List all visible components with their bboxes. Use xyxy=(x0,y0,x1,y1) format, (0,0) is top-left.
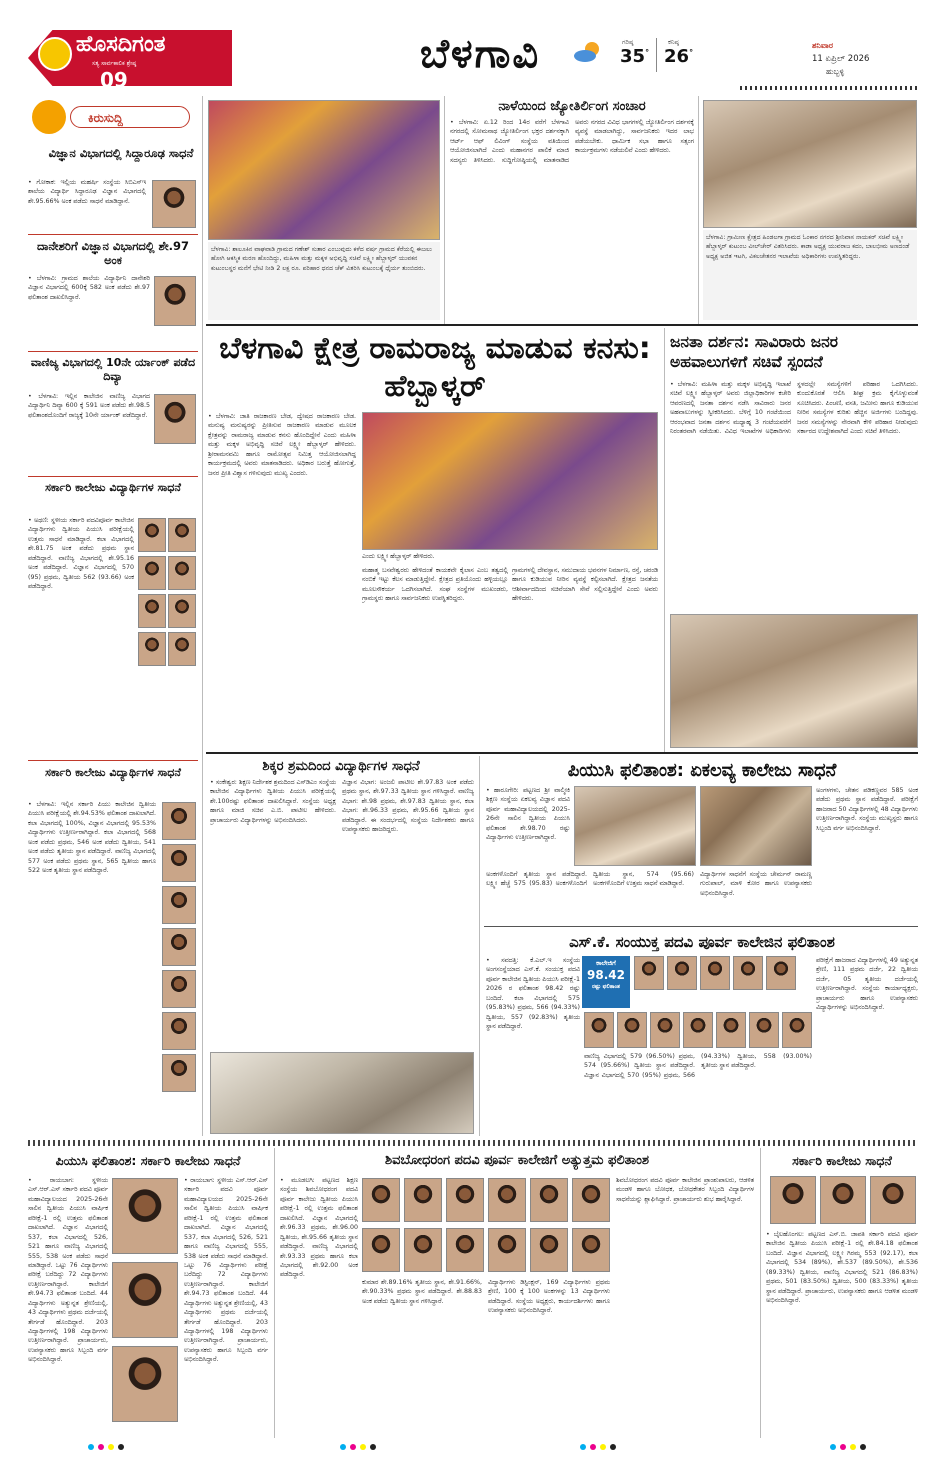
bottom1-body: • ರಾಯಬಾಗ: ಸ್ಥಳೀಯ ಎಸ್.ಆರ್.ಎಸ್ ಸರ್ಕಾರಿ ಪದವಿ ಪೂರ್ವ ಮಹಾವಿದ್ಯಾಲಯದ 2025-26ನೇ ಸಾಲಿನ ದ್ವಿತೀಯ ಪಿಯುಸಿ ವಾರ್ಷಿಕ ಪರೀಕ್ಷೆ-1 ರಲ್ಲಿ ಉತ್ತಮ ಫಲಿತಾಂಶ ದಾಖಲಾಗಿದೆ. ವಿಜ್ಞಾನ ವಿಭಾಗದಲ್ಲಿ 537, ಕಲಾ ವಿಭಾಗದಲ್ಲಿ 526, 521 ಹಾಗೂ ವಾಣಿಜ್ಯ ವಿಭಾಗದಲ್ಲಿ 555, 538 ಅಂಕ ಪಡೆದು ಸಾಧನೆ ಮಾಡಿದ್ದಾರೆ. ಒಟ್ಟು 76 ವಿದ್ಯಾರ್ಥಿಗಳು ಪರೀಕ್ಷೆ ಬರೆದಿದ್ದು 72 ವಿದ್ಯಾರ್ಥಿಗಳು ಉತ್ತೀರ್ಣರಾಗಿದ್ದಾರೆ. ಕಾಲೇಜಿಗೆ ಶೇ.94.73 ಫಲಿತಾಂಶ ಬಂದಿದೆ. 44 ವಿದ್ಯಾರ್ಥಿಗಳು ಅತ್ಯುನ್ನತ ಶ್ರೇಣಿಯಲ್ಲಿ, 43 ವಿದ್ಯಾರ್ಥಿಗಳು ಪ್ರಥಮ ದರ್ಜೆಯಲ್ಲಿ ತೇರ್ಗಡೆ ಹೊಂದಿದ್ದಾರೆ. 203 ವಿದ್ಯಾರ್ಥಿಗಳಲ್ಲಿ 198 ವಿದ್ಯಾರ್ಥಿಗಳು ಉತ್ತೀರ್ಣರಾಗಿದ್ದಾರೆ. ಪ್ರಾಚಾರ್ಯರು, ಉಪನ್ಯಾಸಕರು ಹಾಗೂ ಸಿಬ್ಬಂದಿ ವರ್ಗ ಅಭಿನಂದಿಸಿದ್ದಾರೆ. xyxy=(28,1177,108,1364)
ekalavya-headline: ಪಿಯುಸಿ ಫಲಿತಾಂಶ: ಏಕಲವ್ಯ ಕಾಲೇಜು ಸಾಧನೆ xyxy=(567,760,837,781)
ekalavya-photo-right xyxy=(700,786,812,866)
left3-body: • ಬೆಳಗಾವಿ: ಇಲ್ಲಿನ ಕಾಲೇಜಿನ ವಾಣಿಜ್ಯ ವಿಭಾಗದ ವಿದ್ಯಾರ್ಥಿನಿ ದಿವ್ಯಾ 600 ಕ್ಕೆ 591 ಅಂಕ ಪಡೆದು ಶೇ.98.5 ಫಲಿತಾಂಶದೊಂದಿಗೆ ರಾಜ್ಯಕ್ಕೆ 10ನೇ ರ್ಯಾಂಕ್ ಪಡೆದಿದ್ದಾರೆ. xyxy=(28,393,150,419)
left1-body: • ಗೋಕಾಕ: ಇಲ್ಲಿಯ ಮಹರ್ಷಿ ಸಂಸ್ಥೆಯ ಸಿಬಿಎಸ್ಇ ಶಾಲೆಯ ವಿದ್ಯಾರ್ಥಿ ಸಿದ್ದಾರೂಢ ವಿಜ್ಞಾನ ವಿಭಾಗದಲ್ಲಿ ಶೇ.95.66% ಅಂಕ ಪಡೆದು ಸಾಧನೆ ಮಾಡಿದ್ದಾನೆ. xyxy=(28,179,146,205)
masthead xyxy=(0,0,945,92)
left1-title: ವಿಜ್ಞಾನ ವಿಭಾಗದಲ್ಲಿ ಸಿದ್ದಾರೂಢ ಸಾಧನೆ xyxy=(48,146,194,160)
student-photo xyxy=(162,970,196,1008)
shikkar-body1: • ಸಂಕೇಶ್ವರ: ಶಿಕ್ಷಣ ನಿರ್ದೇಶಕ ಶ್ರಮದಿಂದ ಎಸ್‌ಡಿಎಂ ಸಂಸ್ಥೆಯ ಕಾಲೇಜಿನ ವಿದ್ಯಾರ್ಥಿಗಳು ದ್ವಿತೀಯ ಪಿಯುಸಿ ಪರೀಕ್ಷೆಯಲ್ಲಿ ಶೇ.100ರಷ್ಟು ಫಲಿತಾಂಶ ದಾಖಲಿಸಿದ್ದಾರೆ. ಸಂಸ್ಥೆಯ ಅಧ್ಯಕ್ಷ ಹಾಗೂ ಮಾಜಿ ಸಚಿವ ಎ.ಬಿ. ಪಾಟೀಲ ಹೇಳಿದರು. ಪ್ರಾಚಾರ್ಯರು ವಿದ್ಯಾರ್ಥಿಗಳನ್ನು ಅಭಿನಂದಿಸಿದರು. xyxy=(210,779,336,824)
student-photo xyxy=(162,802,196,840)
student-photo xyxy=(162,928,196,966)
ekalavya-body3: ವಿದ್ಯಾರ್ಥಿಗಳ ಸಾಧನೆಗೆ ಸಂಸ್ಥೆಯ ಚೇರ್ಮನ್ ರಾಮಣ್ಣ ಗುರುಪಾಲ್, ಮಾಳಿ ಕೋರ ಹಾಗೂ ಉಪನ್ಯಾಸಕರು ಅಭಿನಂದಿಸಿದ್ದಾರೆ. xyxy=(700,871,812,897)
max-temp: 35° xyxy=(620,46,650,67)
shikkar-photo xyxy=(210,1052,474,1134)
student-photo xyxy=(168,556,196,590)
student-photo xyxy=(820,1176,866,1224)
bottom1-headline: ಪಿಯುಸಿ ಫಲಿತಾಂಶ: ಸರ್ಕಾರಿ ಕಾಲೇಜು ಸಾಧನೆ xyxy=(55,1153,241,1168)
lead-photo xyxy=(362,412,658,550)
min-temp-label: ಕನಿಷ್ಠ xyxy=(668,38,679,46)
kirusuddi-label: ಕಿರುಸುದ್ದಿ xyxy=(88,111,123,125)
max-temp-label: ಗರಿಷ್ಠ xyxy=(622,38,634,46)
registration-marks xyxy=(830,1444,866,1450)
lead-body2: ಮಹಾತ್ಮ ಬಸವೇಶ್ವರರು ಹೇಳಿದಂತೆ ಕಾಯಕವೇ ಕೈಲಾಸ ಎಂಬ ತತ್ವದಲ್ಲಿ ನಂಬಿಕೆ ಇಟ್ಟು ಕೆಲಸ ಮಾಡುತ್ತಿದ್ದೇನೆ. ಕ್ಷೇತ್ರದ ಪ್ರತಿಯೊಂದು ಹಳ್ಳಿಯಲ್ಲೂ ಮೂಲಸೌಕರ್ಯ ಒದಗಿಸಲಾಗಿದೆ. ಸಂಘ ಸಂಸ್ಥೆಗಳ ಮುಖಂಡರು, ಗ್ರಾಮಸ್ಥರು ಹಾಗೂ ಸಾರ್ವಜನಿಕರು ಉಪಸ್ಥಿತರಿದ್ದರು. xyxy=(362,567,508,603)
student-photo xyxy=(162,844,196,882)
shikkar-body2: ವಿಜ್ಞಾನ ವಿಭಾಗ: ಅಂಜಲಿ ಪಾಟೀಲ ಶೇ.97.83 ಅಂಕ ಪಡೆದು ಪ್ರಥಮ ಸ್ಥಾನ, ಶೇ.97.33 ದ್ವಿತೀಯ ಸ್ಥಾನ ಗಳಿಸಿದ್ದಾರೆ. ವಾಣಿಜ್ಯ ವಿಭಾಗ: ಶೇ.98 ಪ್ರಥಮ, ಶೇ.97.83 ದ್ವಿತೀಯ ಸ್ಥಾನ, ಕಲಾ ವಿಭಾಗ: ಶೇ.96.33 ಪ್ರಥಮ, ಶೇ.95.66 ದ್ವಿತೀಯ ಸ್ಥಾನ ಪಡೆದಿದ್ದಾರೆ. ಈ ಸಂದರ್ಭದಲ್ಲಿ ಸಂಸ್ಥೆಯ ನಿರ್ದೇಶಕರು ಹಾಗೂ ಉಪನ್ಯಾಸಕರು ಹಾಜರಿದ್ದರು. xyxy=(342,779,474,834)
student-photo xyxy=(766,956,796,990)
lead-body3: ಗ್ರಾಮಗಳಲ್ಲಿ ದೇವಸ್ಥಾನ, ಸಮುದಾಯ ಭವನಗಳ ನಿರ್ಮಾಣ, ರಸ್ತೆ, ಚರಂಡಿ ಹಾಗೂ ಕುಡಿಯುವ ನೀರಿನ ವ್ಯವಸ್ಥೆ ಕಲ್ಪಿಸಲಾಗಿದೆ. ಕ್ಷೇತ್ರದ ಜನತೆಯ ಆಶೀರ್ವಾದದಿಂದ ಸಚಿವೆಯಾಗಿ ಸೇವೆ ಸಲ್ಲಿಸುತ್ತಿದ್ದೇನೆ ಎಂದು ಅವರು ಹೇಳಿದರು. xyxy=(512,567,658,603)
left5-title: ಸರ್ಕಾರಿ ಕಾಲೇಜು ವಿದ್ಯಾರ್ಥಿಗಳ ಸಾಧನೆ xyxy=(45,766,181,779)
student-photo xyxy=(362,1228,400,1272)
student-photo xyxy=(138,556,166,590)
student-photo xyxy=(168,632,196,666)
student-photo xyxy=(870,1176,916,1224)
bottom2-headline: ಶಿವಬೋಧರಂಗ ಪದವಿ ಪೂರ್ವ ಕಾಲೇಜಿಗೆ ಅತ್ಯುತ್ತಮ ಫಲಿತಾಂಶ xyxy=(385,1153,649,1168)
bottom2-body2: ಕುಮಾರ ಶೇ.89.16% ತೃತೀಯ ಸ್ಥಾನ, ಶೇ.91.66%, ಶೇ.90.33% ಪ್ರಥಮ ಸ್ಥಾನ ಪಡೆದಿದ್ದಾರೆ. ಶೇ.88.83 ಅಂಕ ಪಡೆದು ದ್ವಿತೀಯ ಸ್ಥಾನ ಗಳಿಸಿದ್ದಾರೆ. xyxy=(362,1279,482,1305)
student-photo xyxy=(716,1012,746,1048)
student-photo xyxy=(362,1178,400,1222)
student-photo xyxy=(650,1012,680,1048)
sk-result-badge: ಕಾಲೇಜಿಗೆ 98.42 ರಷ್ಟು ಫಲಿತಾಂಶ xyxy=(582,956,630,1008)
lead-photo-caption: ಎಂದು ಲಕ್ಷ್ಮೀ ಹೆಬ್ಬಾಳ್ಕರ್ ಹೇಳಿದರು. xyxy=(362,553,435,560)
student-photo xyxy=(683,1012,713,1048)
student-photo xyxy=(770,1176,816,1224)
student-photo xyxy=(168,518,196,552)
top1-photo xyxy=(208,100,440,240)
left3-title: ವಾಣಿಜ್ಯ ವಿಭಾಗದಲ್ಲಿ 10ನೇ ರ್ಯಾಂಕ್ ಪಡೆದ ದಿವ್ಯಾ xyxy=(30,356,196,383)
brand-badge xyxy=(38,37,72,71)
kirusuddi-banner xyxy=(28,96,198,138)
student-photo xyxy=(446,1178,484,1222)
student-photo xyxy=(112,1346,178,1422)
left-column xyxy=(28,96,198,1136)
registration-marks xyxy=(340,1444,376,1450)
student-photo xyxy=(112,1178,178,1254)
brand-tagline: ಸತ್ಯ ಸಾರ್ವಕಾಲಿಕ ಶ್ರೇಷ್ಠ xyxy=(92,60,137,67)
student-photo xyxy=(572,1178,610,1222)
student-photo xyxy=(112,1262,178,1338)
ekalavya-body4: ಅಂಗಳಗಳು, ಚೇತನ ಪಡಿಕಣ್ಣವರ 585 ಅಂಕ ಪಡೆದು ಪ್ರಥಮ ಸ್ಥಾನ ಪಡೆದಿದ್ದಾರೆ. ಪರೀಕ್ಷೆಗೆ ಹಾಜರಾದ 50 ವಿದ್ಯಾರ್ಥಿಗಳಲ್ಲಿ 48 ವಿದ್ಯಾರ್ಥಿಗಳು ಉತ್ತೀರ್ಣರಾಗಿದ್ದಾರೆ. ಸಂಸ್ಥೆಯ ಮುಖ್ಯಸ್ಥರು ಹಾಗೂ ಸಿಬ್ಬಂದಿ ವರ್ಗ ಅಭಿನಂದಿಸಿದ್ದಾರೆ. xyxy=(816,787,918,832)
student-photo xyxy=(404,1178,442,1222)
top1-caption: ಬೆಳಗಾವಿ: ಶಾಲೂಕಿನ ವಾಘವಾಡಿ ಗ್ರಾಮದ ಗಣೇಶ್ ಸುತಾರ ಎಂಬುವುದು ಕಳೆದ ವರ್ಷ ಗ್ರಾಮದ ಕೆರೆಯಲ್ಲಿ ಈಜಲು ಹೋಗಿ ಆಕಸ್ಮಿಕ ಮರಣ ಹೊಂದಿದ್ದು, ಮಹಿಳಾ ಮತ್ತು ಮಕ್ಕಳ ಅಭಿವೃದ್ಧಿ ಸಚಿವೆ ಲಕ್ಷ್ಮೀ ಹೆಬ್ಬಾಳ್ಕರ್ ಯುವಕನ ಕುಟುಂಬಸ್ಥರ ಮನೆಗೆ ಭೇಟಿ ನೀಡಿ 2 ಲಕ್ಷ ರೂ. ಪರಿಹಾರ ಧನದ ಚೆಕ್ ವಿತರಿಸಿ ಕುಟುಂಬಕ್ಕೆ ಧೈರ್ಯ ತುಂಬಿದರು. xyxy=(208,242,440,320)
bottom3-body: • ಬೈಲಹೊಂಗಲ: ಪಟ್ಟಣದ ಎಸ್.ಬಿ. ಜಾಪತಿ ಸರ್ಕಾರಿ ಪದವಿ ಪೂರ್ವ ಕಾಲೇಜಿನ ದ್ವಿತೀಯ ಪಿಯುಸಿ ಪರೀಕ್ಷೆ-1 ರಲ್ಲಿ ಶೇ.84.18 ಫಲಿತಾಂಶ ಬಂದಿದೆ. ವಿಜ್ಞಾನ ವಿಭಾಗದಲ್ಲಿ ಲಕ್ಷ್ಮೀ ಗಿರಮ್ಮ 553 (92.17), ಕಲಾ ವಿಭಾಗದಲ್ಲಿ 534 (89%), ಶೇ.537 (89.50%), ಶೇ.536 (89.33%) ದ್ವಿತೀಯ, ವಾಣಿಜ್ಯ ವಿಭಾಗದಲ್ಲಿ 521 (86.83%) ಪ್ರಥಮ, 501 (83.50%) ದ್ವಿತೀಯ, 500 (83.33%) ತೃತೀಯ ಸ್ಥಾನ ಪಡೆದಿದ್ದಾರೆ. ಪ್ರಾಚಾರ್ಯರು, ಉಪನ್ಯಾಸಕರು ಹಾಗೂ ಆಡಳಿತ ಮಂಡಳಿ ಅಭಿನಂದಿಸಿದ್ದಾರೆ. xyxy=(766,1231,918,1305)
brand-name: ಹೊಸದಿಗಂತ xyxy=(76,32,166,57)
weather-icon xyxy=(572,40,604,64)
date-city: ಹುಬ್ಬಳ್ಳಿ xyxy=(826,67,845,76)
student-photo xyxy=(152,180,196,228)
date: 11 ಏಪ್ರಿಲ್ 2026 xyxy=(812,54,870,64)
edition-name: ಬೆಳಗಾವಿ xyxy=(420,31,541,77)
student-photo xyxy=(162,1012,196,1050)
bottom2-body3: ವಿದ್ಯಾರ್ಥಿಗಳು ಡಿಸ್ಟಿಂಕ್ಷನ್, 169 ವಿದ್ಯಾರ್ಥಿಗಳು ಪ್ರಥಮ ಶ್ರೇಣಿ, 100 ಕ್ಕೆ 100 ಅಂಕಗಳನ್ನು 13 ವಿದ್ಯಾರ್ಥಿಗಳು ಪಡೆದಿದ್ದಾರೆ. ಸಂಸ್ಥೆಯ ಅಧ್ಯಕ್ಷರು, ಕಾರ್ಯದರ್ಶಿಗಳು ಹಾಗೂ ಉಪನ್ಯಾಸಕರು ಅಭಿನಂದಿಸಿದ್ದಾರೆ. xyxy=(488,1279,610,1315)
left5-body: • ಬೆಳಗಾವಿ: ಇಲ್ಲಿನ ಸರ್ಕಾರಿ ಪಿಯು ಕಾಲೇಜಿನ ದ್ವಿತೀಯ ಪಿಯುಸಿ ಪರೀಕ್ಷೆಯಲ್ಲಿ ಶೇ.94.53% ಫಲಿತಾಂಶ ದಾಖಲಾಗಿದೆ. ಕಲಾ ವಿಭಾಗದಲ್ಲಿ 100%, ವಿಜ್ಞಾನ ವಿಭಾಗದಲ್ಲಿ 95.53% ವಿದ್ಯಾರ್ಥಿಗಳು ಉತ್ತೀರ್ಣರಾಗಿದ್ದಾರೆ. ಕಲಾ ವಿಭಾಗದಲ್ಲಿ 568 ಅಂಕ ಪಡೆದು ಪ್ರಥಮ, 546 ಅಂಕ ಪಡೆದು ದ್ವಿತೀಯ, 541 ಅಂಕ ಪಡೆದು ತೃತೀಯ ಸ್ಥಾನ ಪಡೆದಿದ್ದಾರೆ. ವಾಣಿಜ್ಯ ವಿಭಾಗದಲ್ಲಿ 577 ಅಂಕ ಪಡೆದು ಪ್ರಥಮ ಸ್ಥಾನ, 565 ದ್ವಿತೀಯ ಹಾಗೂ 522 ಅಂಕ ತೃತೀಯ ಸ್ಥಾನ ಪಡೆದಿದ್ದಾರೆ. xyxy=(28,801,156,875)
student-photo xyxy=(162,1054,196,1092)
student-photo xyxy=(667,956,697,990)
student-photo xyxy=(749,1012,779,1048)
registration-marks xyxy=(88,1444,124,1450)
student-photo xyxy=(617,1012,647,1048)
student-photo xyxy=(162,886,196,924)
top2-body: • ಬೆಳಗಾವಿ: ಏ.12 ರಿಂದ 14ರ ವರೆಗೆ ಬೆಳಗಾವಿ ನಗರದಲ್ಲಿ ಸೋಮನಾಥ ಜ್ಯೋತಿರ್ಲಿಂಗ ಭಕ್ತರ ದರ್ಶನಕ್ಕಾಗಿ ಆರ್ಟ್ ಆಫ್ ಲಿವಿಂಗ್ ಸಂಸ್ಥೆಯ ವತಿಯಿಂದ ಆಯೋಜಿಸಲಾಗಿದೆ ಎಂದು ಮಹಾನಗರ ಪಾಲಿಕೆ ಮಾಜಿ ಸದಸ್ಯರು ತಿಳಿಸಿದರು. ಸುದ್ದಿಗೋಷ್ಠಿಯಲ್ಲಿ ಮಾತನಾಡಿದ ಅವರು ನಗರದ ವಿವಿಧ ಭಾಗಗಳಲ್ಲಿ ಜ್ಯೋತಿರ್ಲಿಂಗ ದರ್ಶನಕ್ಕೆ ವ್ಯವಸ್ಥೆ ಮಾಡಲಾಗಿದ್ದು, ಸಾರ್ವಜನಿಕರು ಇದರ ಲಾಭ ಪಡೆಯಬೇಕು. ಧಾರ್ಮಿಕ ಸಭಾ ಹಾಗೂ ಸತ್ಸಂಗ ಕಾರ್ಯಕ್ರಮಗಳು ನಡೆಯಲಿವೆ ಎಂದು ಹೇಳಿದರು. xyxy=(450,119,694,164)
left2-title: ದಾನೇಶರಿಗೆ ವಿಜ್ಞಾನ ವಿಭಾಗದಲ್ಲಿ ಶೇ.97 ಅಂಕ xyxy=(36,239,190,268)
left4-body: • ಅಥಣಿ: ಸ್ಥಳೀಯ ಸರ್ಕಾರಿ ಪದವಿಪೂರ್ವ ಕಾಲೇಜಿನ ವಿದ್ಯಾರ್ಥಿಗಳು ದ್ವಿತೀಯ ಪಿಯುಸಿ ಪರೀಕ್ಷೆಯಲ್ಲಿ ಉತ್ತಮ ಸಾಧನೆ ಮಾಡಿದ್ದಾರೆ. ಕಲಾ ವಿಭಾಗದಲ್ಲಿ ಶೇ.81.75 ಅಂಕ ಪಡೆದು ಪ್ರಥಮ ಸ್ಥಾನ ಪಡೆದಿದ್ದಾರೆ. ವಾಣಿಜ್ಯ ವಿಭಾಗದಲ್ಲಿ ಶೇ.95.16 ಅಂಕ ಪಡೆದಿದ್ದಾರೆ. ವಿಜ್ಞಾನ ವಿಭಾಗದಲ್ಲಿ 570 (95) ಪ್ರಥಮ, ದ್ವಿತೀಯ 562 (93.66) ಅಂಕ ಪಡೆದಿದ್ದಾರೆ. xyxy=(28,517,134,591)
student-photo xyxy=(488,1178,526,1222)
bottom1-body-cont: • ರಾಯಬಾಗ: ಸ್ಥಳೀಯ ಎಸ್.ಆರ್.ಎಸ್ ಸರ್ಕಾರಿ ಪದವಿ ಪೂರ್ವ ಮಹಾವಿದ್ಯಾಲಯದ 2025-26ನೇ ಸಾಲಿನ ದ್ವಿತೀಯ ಪಿಯುಸಿ ವಾರ್ಷಿಕ ಪರೀಕ್ಷೆ-1 ರಲ್ಲಿ ಉತ್ತಮ ಫಲಿತಾಂಶ ದಾಖಲಾಗಿದೆ. ವಿಜ್ಞಾನ ವಿಭಾಗದಲ್ಲಿ 537, ಕಲಾ ವಿಭಾಗದಲ್ಲಿ 526, 521 ಹಾಗೂ ವಾಣಿಜ್ಯ ವಿಭಾಗದಲ್ಲಿ 555, 538 ಅಂಕ ಪಡೆದು ಸಾಧನೆ ಮಾಡಿದ್ದಾರೆ. ಒಟ್ಟು 76 ವಿದ್ಯಾರ್ಥಿಗಳು ಪರೀಕ್ಷೆ ಬರೆದಿದ್ದು 72 ವಿದ್ಯಾರ್ಥಿಗಳು ಉತ್ತೀರ್ಣರಾಗಿದ್ದಾರೆ. ಕಾಲೇಜಿಗೆ ಶೇ.94.73 ಫಲಿತಾಂಶ ಬಂದಿದೆ. 44 ವಿದ್ಯಾರ್ಥಿಗಳು ಅತ್ಯುನ್ನತ ಶ್ರೇಣಿಯಲ್ಲಿ, 43 ವಿದ್ಯಾರ್ಥಿಗಳು ಪ್ರಥಮ ದರ್ಜೆಯಲ್ಲಿ ತೇರ್ಗಡೆ ಹೊಂದಿದ್ದಾರೆ. 203 ವಿದ್ಯಾರ್ಥಿಗಳಲ್ಲಿ 198 ವಿದ್ಯಾರ್ಥಿಗಳು ಉತ್ತೀರ್ಣರಾಗಿದ್ದಾರೆ. ಪ್ರಾಚಾರ್ಯರು, ಉಪನ್ಯಾಸಕರು ಹಾಗೂ ಸಿಬ್ಬಂದಿ ವರ್ಗ ಅಭಿನಂದಿಸಿದ್ದಾರೆ. xyxy=(184,1177,268,1364)
student-photo xyxy=(530,1178,568,1222)
student-photo xyxy=(446,1228,484,1272)
bottom2-body1: • ಮೂಡಲಗಿ: ಪಟ್ಟಣದ ಶಿಕ್ಷಣ ಸಂಸ್ಥೆಯ ಶಿವಬೋಧರಂಗ ಪದವಿ ಪೂರ್ವ ಕಾಲೇಜು ದ್ವಿತೀಯ ಪಿಯುಸಿ ಪರೀಕ್ಷೆ-1 ರಲ್ಲಿ ಉತ್ತಮ ಫಲಿತಾಂಶ ದಾಖಲಿಸಿದೆ. ವಿಜ್ಞಾನ ವಿಭಾಗದಲ್ಲಿ ಶೇ.96.33 ಪ್ರಥಮ, ಶೇ.96.00 ದ್ವಿತೀಯ, ಶೇ.95.66 ತೃತೀಯ ಸ್ಥಾನ ಪಡೆದಿದ್ದಾರೆ. ವಾಣಿಜ್ಯ ವಿಭಾಗದಲ್ಲಿ ಶೇ.93.33 ಪ್ರಥಮ ಹಾಗೂ ಕಲಾ ವಿಭಾಗದಲ್ಲಿ ಶೇ.92.00 ಅಂಕ ಪಡೆದಿದ್ದಾರೆ. xyxy=(280,1177,358,1279)
janata-body: • ಬೆಳಗಾವಿ: ಮಹಿಳಾ ಮತ್ತು ಮಕ್ಕಳ ಅಭಿವೃದ್ಧಿ ಇಲಾಖೆ ಸಚಿವೆ ಲಕ್ಷ್ಮೀ ಹೆಬ್ಬಾಳ್ಕರ್ ಅವರು ಜಿಲ್ಲಾಧಿಕಾರಿಗಳ ಕಚೇರಿ ಆವರಣದಲ್ಲಿ ಜನತಾ ದರ್ಶನ ನಡೆಸಿ ಸಾವಿರಾರು ಜನರ ಅಹವಾಲುಗಳನ್ನು ಸ್ವೀಕರಿಸಿದರು. ಬೆಳಿಗ್ಗೆ 10 ಗಂಟೆಯಿಂದ ಆರಂಭವಾದ ಜನತಾ ದರ್ಶನ ಮಧ್ಯಾಹ್ನ 3 ಗಂಟೆಯವರೆಗೆ ನಿರಂತರವಾಗಿ ನಡೆಯಿತು. ವಿವಿಧ ಇಲಾಖೆಗಳ ಅಧಿಕಾರಿಗಳು ಸ್ಥಳದಲ್ಲೇ ಸಮಸ್ಯೆಗಳಿಗೆ ಪರಿಹಾರ ಒದಗಿಸಿದರು. ಕುಂದುಕೊರತೆ ಆಲಿಸಿ ಶೀಘ್ರ ಕ್ರಮ ಕೈಗೊಳ್ಳುವಂತೆ ಸೂಚಿಸಿದರು. ಪಿಂಚಣಿ, ವಸತಿ, ಜಮೀನು ಹಾಗೂ ಕುಡಿಯುವ ನೀರಿನ ಸಮಸ್ಯೆಗಳ ಕುರಿತು ಹೆಚ್ಚಿನ ಅರ್ಜಿಗಳು ಬಂದಿದ್ದವು. ಜನರ ಸಮಸ್ಯೆಗಳನ್ನು ನೇರವಾಗಿ ಕೇಳಿ ಪರಿಹಾರ ನೀಡುವುದು ಸರ್ಕಾರದ ಉದ್ದೇಶವಾಗಿದೆ ಎಂದು ಸಚಿವೆ ತಿಳಿಸಿದರು. xyxy=(670,381,918,436)
student-photo xyxy=(154,394,196,444)
sk-body3: ಪರೀಕ್ಷೆಗೆ ಹಾಜರಾದ ವಿದ್ಯಾರ್ಥಿಗಳಲ್ಲಿ 49 ಅತ್ಯುನ್ನತ ಶ್ರೇಣಿ, 111 ಪ್ರಥಮ ದರ್ಜೆ, 22 ದ್ವಿತೀಯ ದರ್ಜೆ, 05 ತೃತೀಯ ದರ್ಜೆಯಲ್ಲಿ ಉತ್ತೀರ್ಣರಾಗಿದ್ದಾರೆ. ಸಂಸ್ಥೆಯ ಕಾರ್ಯಾಧ್ಯಕ್ಷರು, ಪ್ರಾಚಾರ್ಯರು ಹಾಗೂ ಉಪನ್ಯಾಸಕರು ವಿದ್ಯಾರ್ಥಿಗಳನ್ನು ಅಭಿನಂದಿಸಿದ್ದಾರೆ. xyxy=(816,957,918,1012)
lead-headline: ಬೆಳಗಾವಿ ಕ್ಷೇತ್ರ ರಾಮರಾಜ್ಯ ಮಾಡುವ ಕನಸು: ಹೆಬ್ಬಾಳ್ಕರ್ xyxy=(219,331,651,404)
student-photo xyxy=(530,1228,568,1272)
min-temp: 26° xyxy=(664,46,694,67)
top3-caption: ಬೆಳಗಾವಿ: ಗ್ರಾಮೀಣ ಕ್ಷೇತ್ರದ ಹಿಂಡಲಗಾ ಗ್ರಾಮದ ಓಂಕಾರ ನಗರದ ಶ್ರೀನಿವಾಸ ನಾಯಕರ್ ಸಚಿವೆ ಲಕ್ಷ್ಮೀ ಹೆಬ್ಬಾಳ್ಕರ್ ಕುಟುಂಬ ವೀಲ್‌ಚೇರ್ ವಿತರಿಸಿದರು. ಕಾಡಾ ಅಧ್ಯಕ್ಷ ಯುವರಾಜ ಕದಂ, ಬಾಲಭೀಮ ಅಣದಂಡೆ ಅಧ್ಯಕ್ಷ ಅಜಿತ ಇಟಗಿ, ವಿಕಲಚೇತನರ ಇಲಾಖೆಯ ಅಧಿಕಾರಿಗಳು ಉಪಸ್ಥಿತರಿದ್ದರು. xyxy=(703,230,917,320)
sk-headline: ಎಸ್.ಕೆ. ಸಂಯುಕ್ತ ಪದವಿ ಪೂರ್ವ ಕಾಲೇಜಿನ ಫಲಿತಾಂಶ xyxy=(569,933,835,951)
janata-headline: ಜನತಾ ದರ್ಶನ: ಸಾವಿರಾರು ಜನರ ಅಹವಾಲುಗಳಿಗೆ ಸಚಿವೆ ಸ್ಪಂದನೆ xyxy=(670,333,838,372)
student-photo xyxy=(584,1012,614,1048)
date-day: ಶನಿವಾರ xyxy=(812,41,834,50)
shikkar-headline: ಶಿಕ್ಕರ ಶ್ರಮದಿಂದ ವಿದ್ಯಾರ್ಥಿಗಳ ಸಾಧನೆ xyxy=(262,759,420,774)
top2-title: ನಾಳೆಯಿಂದ ಜ್ಯೋತಿರ್ಲಿಂಗ ಸಂಚಾರ xyxy=(498,99,646,114)
bottom2-body4: ಶಿವಬೋಧರಂಗ ಪದವಿ ಪೂರ್ವ ಕಾಲೇಜಿನ ಪ್ರಾಂಶುಪಾಲರು, ಆಡಳಿತ ಮಂಡಳಿ ಹಾಗೂ ಬೋಧಕ, ಬೋಧಕೇತರ ಸಿಬ್ಬಂದಿ ವಿದ್ಯಾರ್ಥಿಗಳ ಸಾಧನೆಯನ್ನು ಶ್ಲಾಘಿಸಿದ್ದಾರೆ. ಪ್ರಾಚಾರ್ಯರು ಶುಭ ಹಾರೈಸಿದ್ದಾರೆ. xyxy=(616,1177,754,1203)
student-photo xyxy=(634,956,664,990)
student-photo xyxy=(733,956,763,990)
student-photo xyxy=(138,632,166,666)
student-photo xyxy=(782,1012,812,1048)
student-photo xyxy=(138,518,166,552)
janata-photo xyxy=(670,614,918,748)
page-number: 09 xyxy=(100,68,128,92)
top3-photo xyxy=(703,100,917,228)
registration-marks xyxy=(580,1444,616,1450)
student-photo xyxy=(700,956,730,990)
student-photo xyxy=(404,1228,442,1272)
sk-body2: ವಾಣಿಜ್ಯ ವಿಭಾಗದಲ್ಲಿ 579 (96.50%) ಪ್ರಥಮ, 574 (95.66%) ದ್ವಿತೀಯ ಸ್ಥಾನ ಪಡೆದಿದ್ದಾರೆ. ವಿಜ್ಞಾನ ವಿಭಾಗದಲ್ಲಿ 570 (95%) ಪ್ರಥಮ, 566 (94.33%) ದ್ವಿತೀಯ, 558 (93.00%) ತೃತೀಯ ಸ್ಥಾನ ಪಡೆದಿದ್ದಾರೆ. xyxy=(584,1053,812,1079)
sk-body1: • ಸವದತ್ತಿ: ಕೆ.ಎಲ್.ಇ ಸಂಸ್ಥೆಯ ಅಂಗಸಂಸ್ಥೆಯಾದ ಎಸ್.ಕೆ. ಸಂಯುಕ್ತ ಪದವಿ ಪೂರ್ವ ಕಾಲೇಜಿನ ದ್ವಿತೀಯ ಪಿಯುಸಿ ಪರೀಕ್ಷೆ-1 2026 ರ ಫಲಿತಾಂಶ 98.42 ರಷ್ಟು ಬಂದಿದೆ. ಕಲಾ ವಿಭಾಗದಲ್ಲಿ 575 (95.83%) ಪ್ರಥಮ, 566 (94.33%) ದ್ವಿತೀಯ, 557 (92.83%) ತೃತೀಯ ಸ್ಥಾನ ಪಡೆದಿದ್ದಾರೆ. xyxy=(486,957,580,1031)
kirusuddi-icon xyxy=(32,100,66,134)
ekalavya-photo-left xyxy=(574,786,696,866)
student-photo xyxy=(138,594,166,628)
left4-title: ಸರ್ಕಾರಿ ಕಾಲೇಜು ವಿದ್ಯಾರ್ಥಿಗಳ ಸಾಧನೆ xyxy=(45,481,181,494)
student-photo xyxy=(572,1228,610,1272)
student-photo xyxy=(168,594,196,628)
lead-body1: • ಬೆಳಗಾವಿ: ಜಾತಿ ರಾಜಕಾರಣ ಬೇಡ, ದ್ವೇಷದ ರಾಜಕಾರಣ ಬೇಡ. ಮನುಷ್ಯ ಮನುಷ್ಯರನ್ನು ಪ್ರೀತಿಸುವ ರಾಜಕಾರಣ ಮಾಡುವ ಮೂಲಕ ಕ್ಷೇತ್ರವನ್ನು ರಾಮರಾಜ್ಯ ಮಾಡುವ ಕನಸು ಹೊಂದಿದ್ದೇನೆ ಎಂದು ಮಹಿಳಾ ಮತ್ತು ಮಕ್ಕಳ ಅಭಿವೃದ್ಧಿ ಸಚಿವೆ ಲಕ್ಷ್ಮೀ ಹೆಬ್ಬಾಳ್ಕರ್ ಹೇಳಿದರು. ಶ್ರೀರಾಮನವಮಿ ಹಾಗೂ ರಾಮೋತ್ಸವ ನಿಮಿತ್ತ ಆಯೋಜಿಸಲಾಗಿದ್ದ ಕಾರ್ಯಕ್ರಮದಲ್ಲಿ ಅವರು ಮಾತನಾಡಿದರು. ಅಧಿಕಾರ ಬರುತ್ತೆ ಹೋಗುತ್ತೆ, ಜನರ ಪ್ರೀತಿ ವಿಶ್ವಾಸ ಗಳಿಸುವುದು ಮುಖ್ಯ ಎಂದರು. xyxy=(208,413,356,477)
left2-body: • ಬೆಳಗಾವಿ: ಗ್ರಾಮದ ಶಾಲೆಯ ವಿದ್ಯಾರ್ಥಿನಿ ದಾನೇಶರಿ ವಿಜ್ಞಾನ ವಿಭಾಗದಲ್ಲಿ 600ಕ್ಕೆ 582 ಅಂಕ ಪಡೆದು ಶೇ.97 ಫಲಿತಾಂಶ ದಾಖಲಿಸಿದ್ದಾರೆ. xyxy=(28,275,150,301)
student-photo xyxy=(154,276,196,326)
ekalavya-body2: ಅಂಕಗಳೊಂದಿಗೆ ತೃತೀಯ ಸ್ಥಾನ ಪಡೆದಿದ್ದಾರೆ. ಲಕ್ಷ್ಮೀ ಹೆಚ್ಚೆ 575 (95.83) ಅಂಕಗಳೊಂದಿಗೆ ದ್ವಿತೀಯ ಸ್ಥಾನ, 574 (95.66) ಅಂಕಗಳೊಂದಿಗೆ ಉತ್ತಮ ಸಾಧನೆ ಮಾಡಿದ್ದಾರೆ. xyxy=(486,871,694,888)
student-photo xyxy=(488,1228,526,1272)
bottom3-headline: ಸರ್ಕಾರಿ ಕಾಲೇಜು ಸಾಧನೆ xyxy=(792,1153,892,1168)
ekalavya-body1: • ಹಾರೂಗೇರಿ: ಪಟ್ಟಣದ ಶ್ರೀ ವಾಲ್ಮೀಕಿ ಶಿಕ್ಷಣ ಸಂಸ್ಥೆಯ ಏಕಲವ್ಯ ವಿಜ್ಞಾನ ಪದವಿ ಪೂರ್ವ ಮಹಾವಿದ್ಯಾಲಯದಲ್ಲಿ 2025-26ನೇ ಸಾಲಿನ ದ್ವಿತೀಯ ಪಿಯುಸಿ ಫಲಿತಾಂಶ ಶೇ.98.70 ರಷ್ಟು ವಿದ್ಯಾರ್ಥಿಗಳು ಉತ್ತೀರ್ಣರಾಗಿದ್ದಾರೆ. xyxy=(486,787,570,842)
